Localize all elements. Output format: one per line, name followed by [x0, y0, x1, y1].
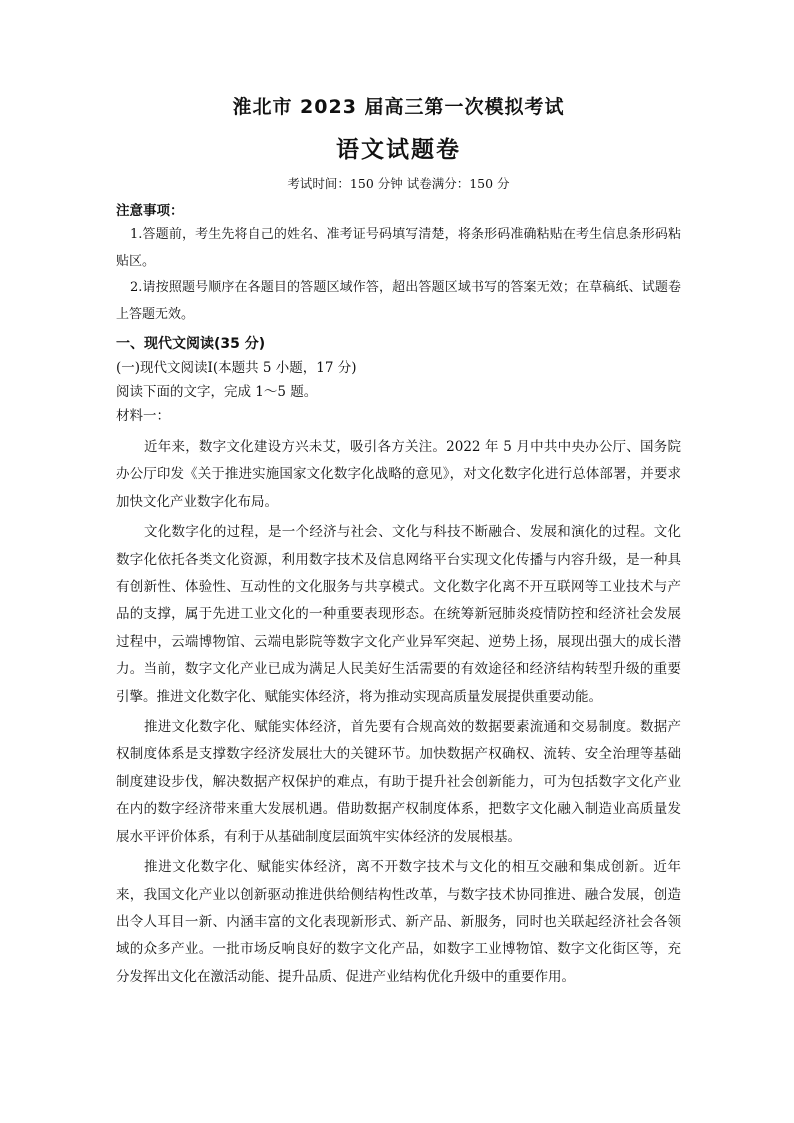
notice-item-2: 2.请按照题号顺序在各题目的答题区域作答，超出答题区域书写的答案无效；在草稿纸、试题卷上答题无效。: [116, 280, 681, 322]
paper-title: 语文试题卷: [336, 137, 461, 163]
exam-title: 淮北市 2023 届高三第一次模拟考试: [232, 96, 565, 118]
notice-heading: 注意事项：: [116, 203, 184, 219]
reading-instruction: 阅读下面的文字，完成 1～5 题。: [116, 384, 318, 400]
paragraph-1: 近年来，数字文化建设方兴未艾，吸引各方关注。2022 年 5 月中共中央办公厅、国务院办公厅印发《关于推进实施国家文化数字化战略的意见》，对文化数字化进行总体部署，并要求加快文化产业数字化布局。: [116, 439, 681, 510]
exam-info: 考试时间：150 分钟 试卷满分：150 分: [287, 176, 510, 191]
material-label: 材料一：: [116, 408, 170, 424]
paragraph-3: 推进文化数字化、赋能实体经济，首先要有合规高效的数据要素流通和交易制度。数据产权制度体系是支撑数字经济发展壮大的关键环节。加快数据产权确权、流转、安全治理等基础制度建设步伐，解决数据产权保护的难点，有助于提升社会创新能力，可为包括数字文化产业在内的数字经济带来重大发展机遇。借助数据产权制度体系，把数字文化融入制造业高质量发展水平评价体系，有利于从基础制度层面筑牢实体经济的发展根基。: [116, 719, 681, 845]
section-heading: 一、现代文阅读(35 分): [116, 336, 266, 352]
section-subheading: (一)现代文阅读Ⅰ(本题共 5 小题，17 分): [116, 360, 357, 376]
paragraph-2: 文化数字化的过程，是一个经济与社会、文化与科技不断融合、发展和演化的过程。文化数字化依托各类文化资源，利用数字技术及信息网络平台实现文化传播与内容升级，是一种具有创新性、体验性、互动性的文化服务与共享模式。文化数字化离不开互联网等工业技术与产品的支撑，属于先进工业文化的一种重要表现形态。在统筹新冠肺炎疫情防控和经济社会发展过程中，云端博物馆、云端电影院等数字文化产业异军突起、逆势上扬，展现出强大的成长潜力。当前，数字文化产业已成为满足人民美好生活需要的有效途径和经济结构转型升级的重要引擎。推进文化数字化、赋能实体经济，将为推动实现高质量发展提供重要动能。: [116, 524, 681, 705]
paragraph-4: 推进文化数字化、赋能实体经济，离不开数字技术与文化的相互交融和集成创新。近年来，我国文化产业以创新驱动推进供给侧结构性改革，与数字技术协同推进、融合发展，创造出令人耳目一新、内涵丰富的文化表现新形式、新产品、新服务，同时也关联起经济社会各领域的众多产业。一批市场反响良好的数字文化产品，如数字工业博物馆、数字文化街区等，充分发挥出文化在激活动能、提升品质、促进产业结构优化升级中的重要作用。: [116, 859, 681, 985]
notice-item-1: 1.答题前，考生先将自己的姓名、准考证号码填写清楚，将条形码准确粘贴在考生信息条形码粘贴区。: [116, 227, 681, 269]
exam-page: [116, 92, 681, 991]
